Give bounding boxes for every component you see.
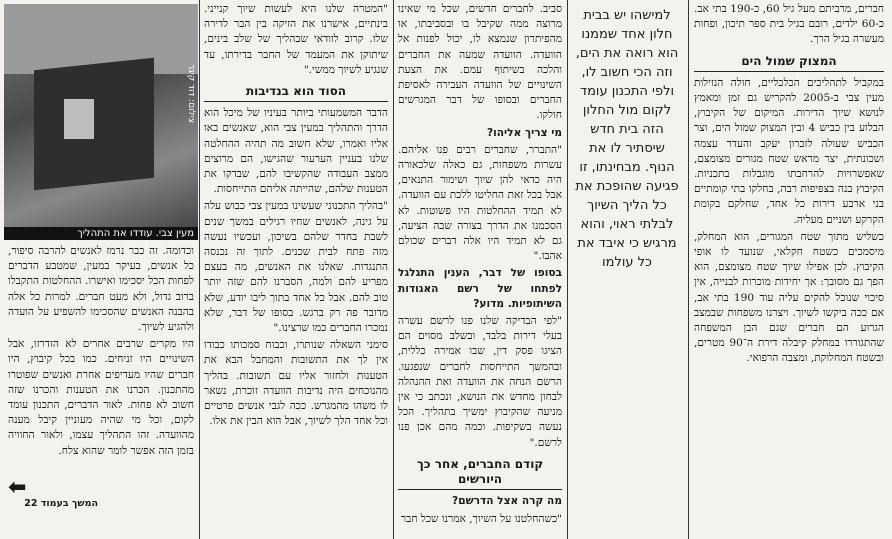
section-heading-cliff: המצוק שמול הים: [694, 54, 884, 72]
column-4: [200, 0, 392, 539]
column-3: [394, 0, 566, 539]
col4-paragraph-3: "בהליך התכנוני שעשינו במעין צבי כבוש עלה על גינה, לאנשים שחיו רגילים במשך שנים לשבת בחדר שלהם בשיכון, ועכשיו נעשה מזה פתח לבית שכנים. לתוך זה נכנסה התנגדות. שאלנו את האנשים, מה בעצם מפריע להם ולמה, הסברנו להם שזה יותר טוב להם. אבל כל אחד בתוך ליבו יודע, שלא מדובר פה רק ברגש. בסופו של דבר, שלא נמכרו החברים כמו שרצינו.": [204, 200, 388, 335]
column-1: [690, 0, 888, 539]
col5-paragraph-1: וכדומה. זה כבר נרמז לאנשים להרבה סיפור, כל אנשים, בעיקר במעין, שמטבע הדברים לפחות הכל יסכימו ואישרו. ההחלטות התקבלו ברוב גדול, ולא מעט חברים. למרות כל אלה בהבנה האנשים שהסכימו להשפיע על הועדה ולהגיע לשיוך.: [8, 245, 194, 334]
col5-paragraph-2: היו מקרים שרבים אחרים לא הזדרזו, אבל השינויים היו זניחים. כמו בכל קיבוץ, היו חברים שהיו מעדיפים אחרת ואנשים שפוטרו מהתכנון. הכרנו את הטענות והכרנו שזה חשוב לא פחות. לאור הדברים, התכנון עומד לקום, וכל מי שהיה מעוניין קיבל מענה מהוועדה. זהו התהליך עצמו, ולאור החוויה בזמן הזה אפשר לומר שהוא צלח.: [8, 338, 194, 457]
continued-label: המשך בעמוד 22: [24, 498, 98, 509]
col1-paragraph-1: במקביל לתהליכים הכלכליים, חולה הנזילות מעין צבי ב-2005 להקריש גם זמן ומאמץ לנושא שיוך הדירות. המיקום של הקיבוץ, הבלוע בין כביש 4 ובין המצוק שמול הים, וצר הכביש שעולה לזכרון יעקב והעדר עצמה ושכונתית, יצר מראש שטח מגורים מצומצם, שאפשרויות להרחבתו מוגבלות בתכניות. הקיבוץ בנה בצפיפות רבה, בחלקו בתי קומתיים בני ארבע דירות כל אחד, שחלקם בקומת הקרקע ושניים מעליה.: [694, 76, 884, 226]
col3-paragraph-3: "לפי הבדיקה שלנו פנו לרשם עשרה בעלי דירות בלבד, ובשלב מסוים הם הציגו פסק דין, שבו אמירה כללית, ובהמשך התייחסות לחברים שנפגעו. הרשם הנחה את הוועדה ואת ההנהלה לבחון מחדש את הנושא, ונכתב כי אין מניעה שהקיבוץ ימשיך בתהליך. הכל נעשה בשקיפות. וכמה מהם אכן פנו לרשם.": [398, 315, 562, 449]
section-heading-generosity: הסוד הוא בנדיבות: [204, 84, 388, 102]
column-divider: [567, 0, 568, 539]
subheading-what-happened: מה קרה אצל הדרשם?: [452, 495, 562, 508]
photo-caption: מעין צבי. עודדו את התהליך: [4, 227, 198, 240]
photo-credit: צילום: דוד קיגר: [186, 64, 196, 124]
column-divider: [688, 0, 689, 539]
col4-paragraph-1: "המטרה שלנו היא לעשות שיוך קנייני. בינתיים, אישרנו את הזיקה בין הבר לדירה שלו. קרוב לוודאי שבהליך של שלב בינים, שיתוקן את המעמד של החבר בדירתו, עד שנגיע לשיוך ממשי.": [204, 3, 388, 76]
pull-quote: למישהו יש בבית חלון אחד שממנו הוא רואה את הים, וזה הכי חשוב לו, ולפי התכנון עומד לקום מול החלון הזה בית חדש שיסתיר לו את הנוף. מבחינתו, זו פגיעה שהופכת את כל הליך השיוך לבלתי ראוי, והוא מרגיש כי איבד את כל עולמו: [575, 8, 679, 270]
col3-paragraph-1: סביב. לחברים חדשים, שכל מי שאינו מרוצה ממה שקיבל בו ובסביבתו, או מהפיתרון שנמצא לו, יכול לפנות אל הוועדה. הוועדה שמעה את החברים והלכה בשיתוף עמם. את הצעת השינויים של הוועדה העבירה לאסיפת החברים ובסופו של דבר המגרשים חולקו.: [398, 3, 562, 122]
continued-notice: [8, 475, 98, 512]
subheading-registrar: בסופו של דבר, הענין התגלגל לפתחו של רשם האגודות השיתופיות. מדוע?: [398, 267, 562, 310]
column-5-body: [8, 244, 194, 461]
column-2-pull-quote: [568, 0, 686, 539]
column-divider: [199, 0, 200, 539]
col4-paragraph-2: הדבר המשמעותי ביותר בעיניו של מיכל הוא הדרך והתהליך במעין צבי הוא, שאנשים באו אליו ואמרו, שלא חשוב מה תהיה ההחלטה שלנו בעניין הערעור שהגישו, הם מרוצים ממצב העבודה שהקשיבו להם, שבדקו את הטענות שלהם, שהייתה אליהם התייחסות.: [204, 107, 388, 196]
intro-paragraph: חברים, מרביתם מעל גיל 60, כ-190 בתי אב. כ-60 ילדים, רובם בגיל בית ספר תיכון, ופחות מעשרה בגיל הרך.: [694, 3, 885, 46]
col3-paragraph-2: "התברר, שחברים רבים פנו אליהם. עשרות משפחות, גם כאלה שלכאורה היה כדאי להן שיוך ושימור התנאים, אבל בכל זאת החליטו ללכת עם הוועדה. לא תמיד ההחלטות היו פשוטות. לא הסכמנו את הדרך בצורה שבה הציעה, גם לא תמיד היו אלה דברים שכולם אהבו.": [398, 143, 562, 263]
col4-paragraph-4: סימני השאלה שנותרו, וכבוח סמכותו כבודו אין לך את התשובות והמחבל הבא את הטענות ולחזור אליו עם תשובות. בהליך מהנוכחים היה נדיבות הוועדה זוכרת, נשאר לו משהו מהמגרש. ככה לגבי אנשים פרטיים וכל אחד הלך לשיוך, אבל הוא הבין את אלו.: [204, 339, 388, 428]
subheading-who-needs: מי צריך אליהו?: [487, 126, 562, 139]
column-divider: [393, 0, 394, 539]
column-5: [4, 0, 198, 539]
col1-paragraph-2: כשליש מתוך שטח המגורים, הוא המחלק, מיסמכים כשטח חקלאי, שנועד לו אופי הקיבוץ. לכן אפילו שיוך שטח מצומצם, הוא הפך גם מסובך: אך יחידות מוכרות לבנייה, אין סיכוי שנוכל להקים עליה עוד 190 בתי אב, אם ככה ביקשו לשיוך. ויצרנו משפחות שבמצב הגרוע הם חברים שגם הבן המשפחה שהתגוררו במחלק קיבלה דירת ה־90 מטרים, ובשטח המחלוקת, ומצבה הרפואי.: [694, 230, 884, 365]
arrow-left-icon: ⬅: [8, 475, 27, 500]
section-heading-members-first: קודם החברים, אחר כך היורשים: [398, 457, 562, 490]
col3-paragraph-4: "כשהחלטנו על השיוך, אמרנו שכל חבר: [400, 512, 562, 525]
